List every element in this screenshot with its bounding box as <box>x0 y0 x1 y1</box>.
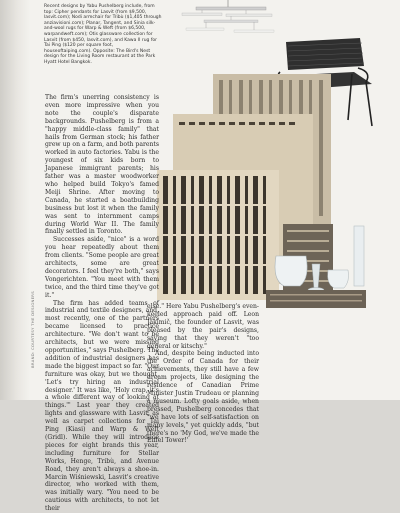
article-column-2 <box>147 303 259 445</box>
pendant-light-illustration <box>176 0 282 58</box>
photo-credit: BRAND: COURTESY THE DESIGNERS <box>30 291 35 368</box>
paragraph: else." Here Yabu Pushelberg's even-keeled approach paid off. Leon Jakimič, the founder of Lasvit, was pleased by the pair's designs, saying that they weren't "too general or kitschy." <box>147 303 259 350</box>
paragraph: And, despite being inducted into the Order of Canada for their achievements, they still have a few dream projects, like designing the residence of Canadian Prime Minister Justin Trudeau or planning a museum. Lofty goals aside, when pressed, Pushelberg concedes that "we have lots of self-satisfaction on many levels," yet quickly adds, "but there's no 'My God, we've made the Eiffel Tower!' <box>147 350 259 445</box>
paragraph: The firm has added teams of industrial and textile designers, and, most recently, one of the partners became licensed to practice architecture. "We don't want to be architects, but we were missing opportunities," says Pushelberg. The addition of industrial designers has made the biggest impact so far. "Our furniture was okay, but we thought, 'Let's try hiring an industrial designer.' It was like, 'Holy crap, it's a whole different way of looking at things.'" Last year they created lights and glassware with Lasvit, as well as carpet collections for Tai Ping (Kiasi) and Warp & Weft (Gridl). While they will introduce pieces for eight brands this year, including furniture for Stellar Works, Henge, Tribù, and Avenue Road, they aren't always a shoe-in. Marcin Wiśniewski, Lasvit's creative director, who worked with them, was initially wary. "You need to be cautious with architects, to not let their <box>45 299 159 513</box>
paragraph: The firm's unerring consistency is even more impressive when you note the couple's disparate backgrounds. Pushelberg is from a "happy middle-class family" that hails from German stock; his father grew up on a farm, and both parents worked in auto factories. Yabu is the youngest of six kids born to Japanese immigrant parents; his father was a master woodworker who helped build Tokyo's famed Meiji Shrine. After moving to Canada, he started a boatbuilding business but lost it when the family was sent to internment camps during World War II. The family finally settled in Toronto. <box>45 94 159 236</box>
glass-vases-illustration <box>262 226 374 308</box>
photo-caption: Recent designs by Yabu Pushelberg include, from top: Cipher pendants for Lasvit (from $9,500, lasvit.com); Nodi armchair for Tribù ($1,405 through anziavisioni.com); Planar, Tangent, and Sinia silk-and-wool rugs for Warp & Weft (from $6,500, warpandweft.com); Otis glassware collection for Lasvit (from $450, lasvit.com), and Kawa II rug for Tai Ping ($120 per square foot, houseoftaiping.com). Opposite: The Bird's Nest design for the Living Room restaurant at the Park Hyatt Hotel Bangkok. <box>44 4 162 65</box>
article-column-1 <box>45 94 159 513</box>
page-gutter <box>0 0 30 400</box>
paragraph: Successes aside, "nice" is a word you hear repeatedly about them from clients. "Some people are great architects, some are great decorators. I feel they're both," says Vongerichten. "You meet with them twice, and the third time they've got it." <box>45 236 159 299</box>
